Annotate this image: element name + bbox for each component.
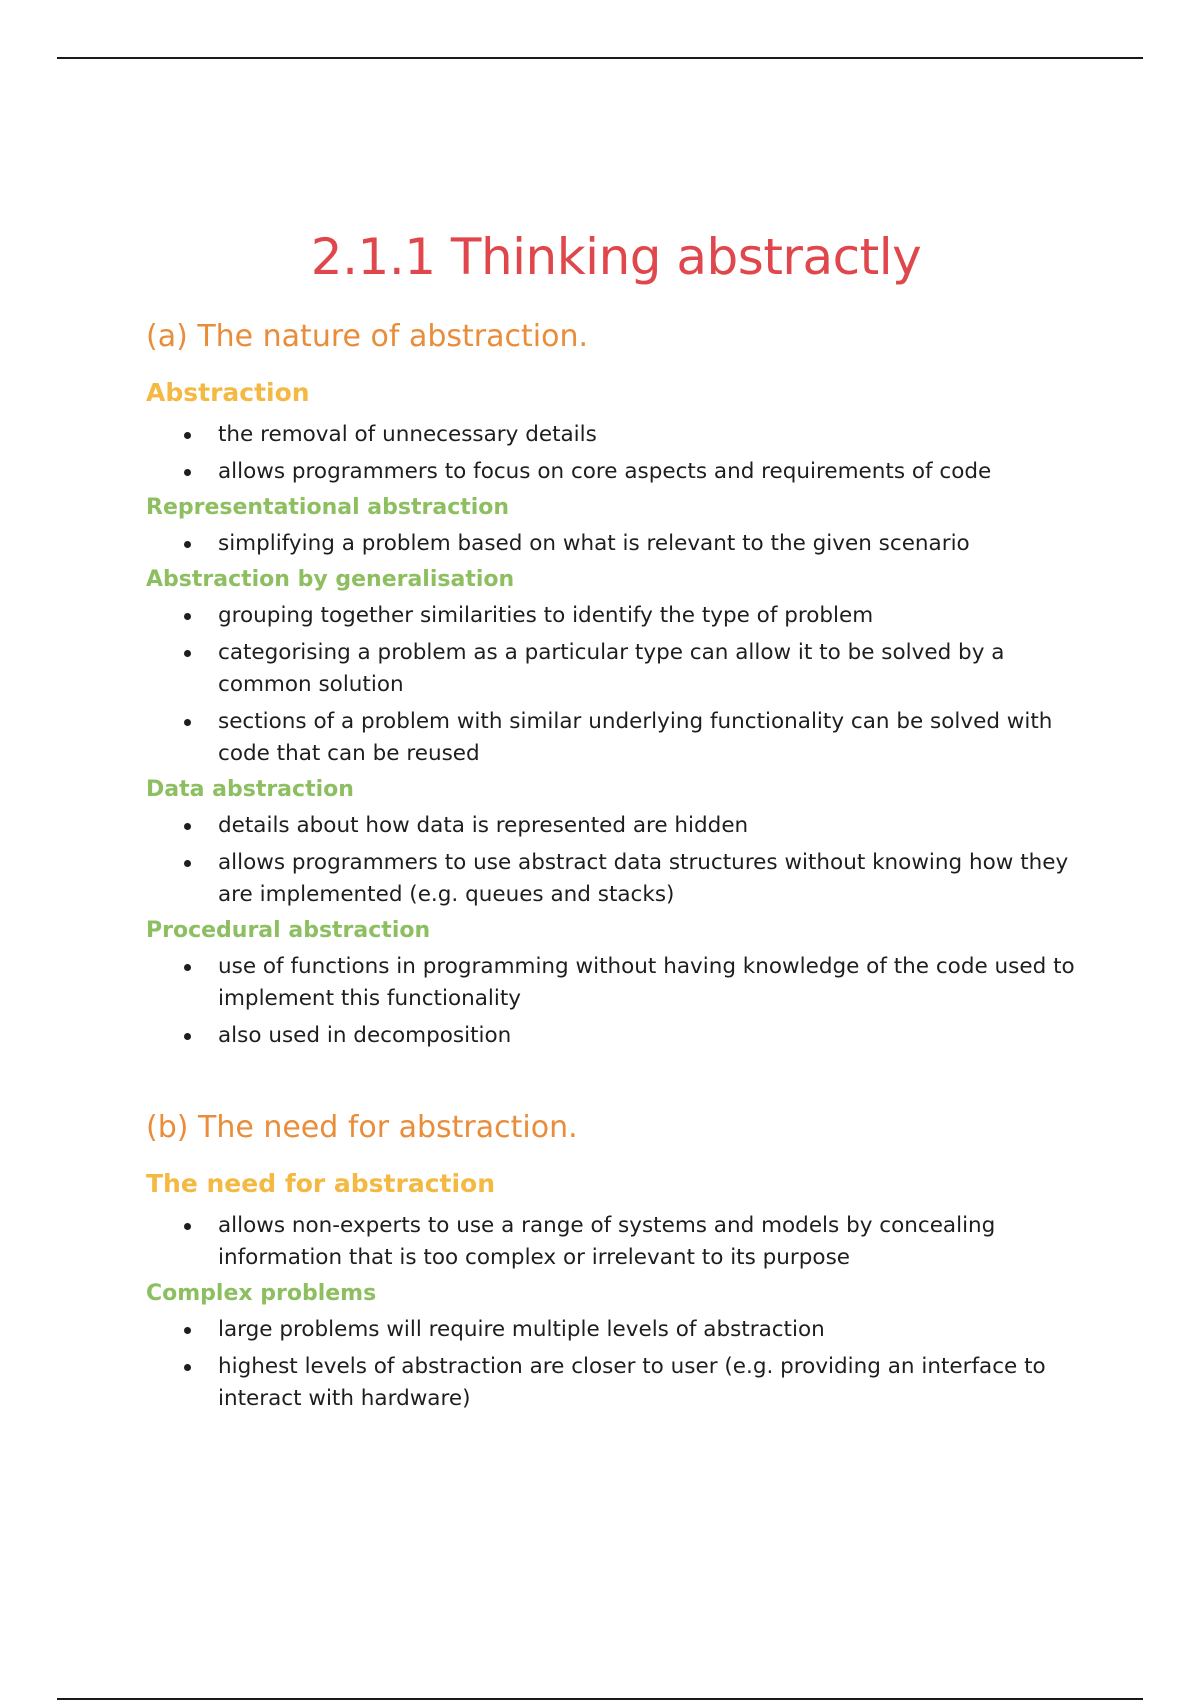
subheading-data-abstraction: Data abstraction: [146, 777, 354, 802]
list-item: grouping together similarities to identify the type of problem: [146, 600, 1086, 632]
bullet-list-abstraction: [146, 419, 1086, 488]
list-item: the removal of unnecessary details: [146, 419, 1086, 451]
bullet-list-data-abstraction: [146, 810, 1086, 911]
list-item: simplifying a problem based on what is relevant to the given scenario: [146, 528, 1086, 560]
bullet-list-complex-problems: [146, 1314, 1086, 1415]
subheading-procedural-abstraction: Procedural abstraction: [146, 918, 431, 943]
list-item: highest levels of abstraction are closer to user (e.g. providing an interface to interact with hardware): [146, 1351, 1086, 1415]
top-rule: [57, 57, 1143, 59]
bullet-list-need-for-abstraction: [146, 1210, 1086, 1274]
subheading-abstraction-by-generalisation: Abstraction by generalisation: [146, 567, 515, 592]
subheading-complex-problems: Complex problems: [146, 1281, 377, 1306]
section-heading-nature-of-abstraction: (a) The nature of abstraction.: [146, 319, 588, 354]
bullet-list-representational-abstraction: [146, 528, 1086, 560]
list-item: allows programmers to focus on core aspects and requirements of code: [146, 456, 1086, 488]
bullet-list-procedural-abstraction: [146, 951, 1086, 1052]
page-title: 2.1.1 Thinking abstractly: [310, 228, 922, 286]
list-item: sections of a problem with similar underlying functionality can be solved with code that can be reused: [146, 706, 1086, 770]
list-item: details about how data is represented are hidden: [146, 810, 1086, 842]
list-item: large problems will require multiple levels of abstraction: [146, 1314, 1086, 1346]
subheading-the-need-for-abstraction: The need for abstraction: [146, 1169, 496, 1198]
list-item: use of functions in programming without having knowledge of the code used to implement this functionality: [146, 951, 1086, 1015]
section-heading-need-for-abstraction: (b) The need for abstraction.: [146, 1110, 578, 1145]
document-body: [146, 318, 1086, 1420]
subheading-representational-abstraction: Representational abstraction: [146, 495, 510, 520]
list-item: also used in decomposition: [146, 1020, 1086, 1052]
list-item: categorising a problem as a particular type can allow it to be solved by a common solution: [146, 637, 1086, 701]
list-item: allows programmers to use abstract data structures without knowing how they are implemented (e.g. queues and stacks): [146, 847, 1086, 911]
subheading-abstraction: Abstraction: [146, 378, 310, 407]
bullet-list-abstraction-by-generalisation: [146, 600, 1086, 770]
list-item: allows non-experts to use a range of systems and models by concealing information that is too complex or irrelevant to its purpose: [146, 1210, 1086, 1274]
